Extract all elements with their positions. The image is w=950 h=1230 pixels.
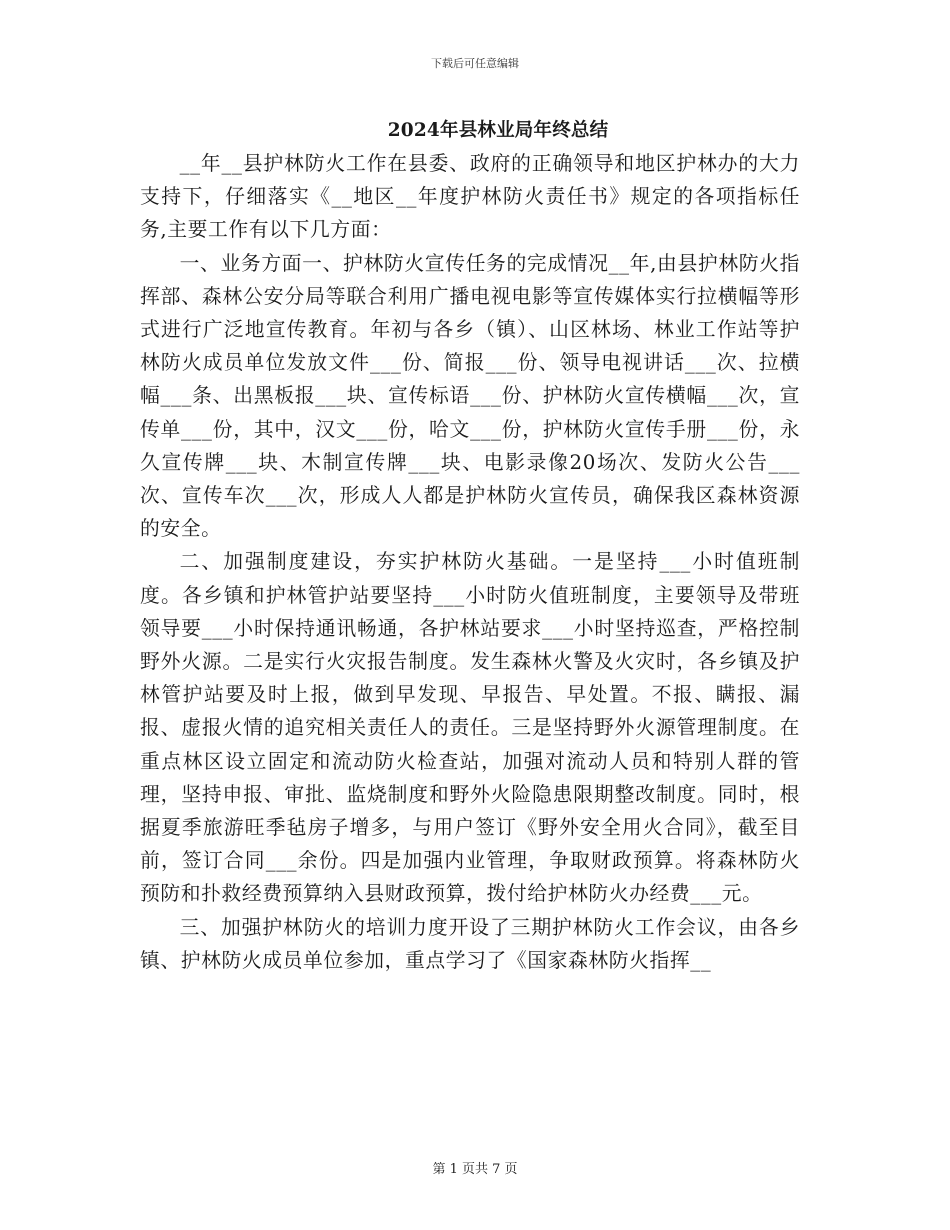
header-note: 下载后可任意编辑 <box>431 57 519 70</box>
paragraph-intro: __年__县护林防火工作在县委、政府的正确领导和地区护林办的大力支持下，仔细落实《__地区__年度护林防火责任书》规定的各项指标任务,主要工作有以下几方面： <box>140 152 800 242</box>
paragraph-section-2: 二、加强制度建设，夯实护林防火基础。一是坚持___小时值班制度。各乡镇和护林管护站要坚持___小时防火值班制度，主要领导及带班领导要___小时保持通讯畅通，各护林站要求___小时坚持巡查，严格控制野外火源。二是实行火灾报告制度。发生森林火警及火灾时，各乡镇及护林管护站要及时上报，做到早发现、早报告、早处置。不报、瞒报、漏报、虚报火情的追究相关责任人的责任。三是坚持野外火源管理制度。在重点林区设立固定和流动防火检查站，加强对流动人员和特别人群的管理，坚持申报、审批、监烧制度和野外火险隐患限期整改制度。同时，根据夏季旅游旺季毡房子增多，与用户签订《野外安全用火合同》，截至目前，签订合同___余份。四是加强内业管理，争取财政预算。将森林防火预防和扑救经费预算纳入县财政预算，拨付给护林防火办经费___元。 <box>140 550 800 906</box>
page-number: 第 1 页共 7 页 <box>432 1162 518 1177</box>
document-title: 2024年县林业局年终总结 <box>387 120 609 141</box>
document-body <box>140 147 800 977</box>
paragraph-section-3: 三、加强护林防火的培训力度开设了三期护林防火工作会议，由各乡镇、护林防火成员单位参加，重点学习了《国家森林防火指挥__ <box>140 915 800 972</box>
paragraph-section-1: 一、业务方面一、护林防火宣传任务的完成情况__年,由县护林防火指挥部、森林公安分局等联合利用广播电视电影等宣传媒体实行拉横幅等形式进行广泛地宣传教育。年初与各乡（镇）、山区林场、林业工作站等护林防火成员单位发放文件___份、简报___份、领导电视讲话___次、拉横幅___条、出黑板报___块、宣传标语___份、护林防火宣传横幅___次，宣传单___份，其中，汉文___份，哈文___份，护林防火宣传手册___份，永久宣传牌___块、木制宣传牌___块、电影录像20场次、发防火公告___次、宣传车次___次，形成人人都是护林防火宣传员，确保我区森林资源的安全。 <box>140 251 800 541</box>
